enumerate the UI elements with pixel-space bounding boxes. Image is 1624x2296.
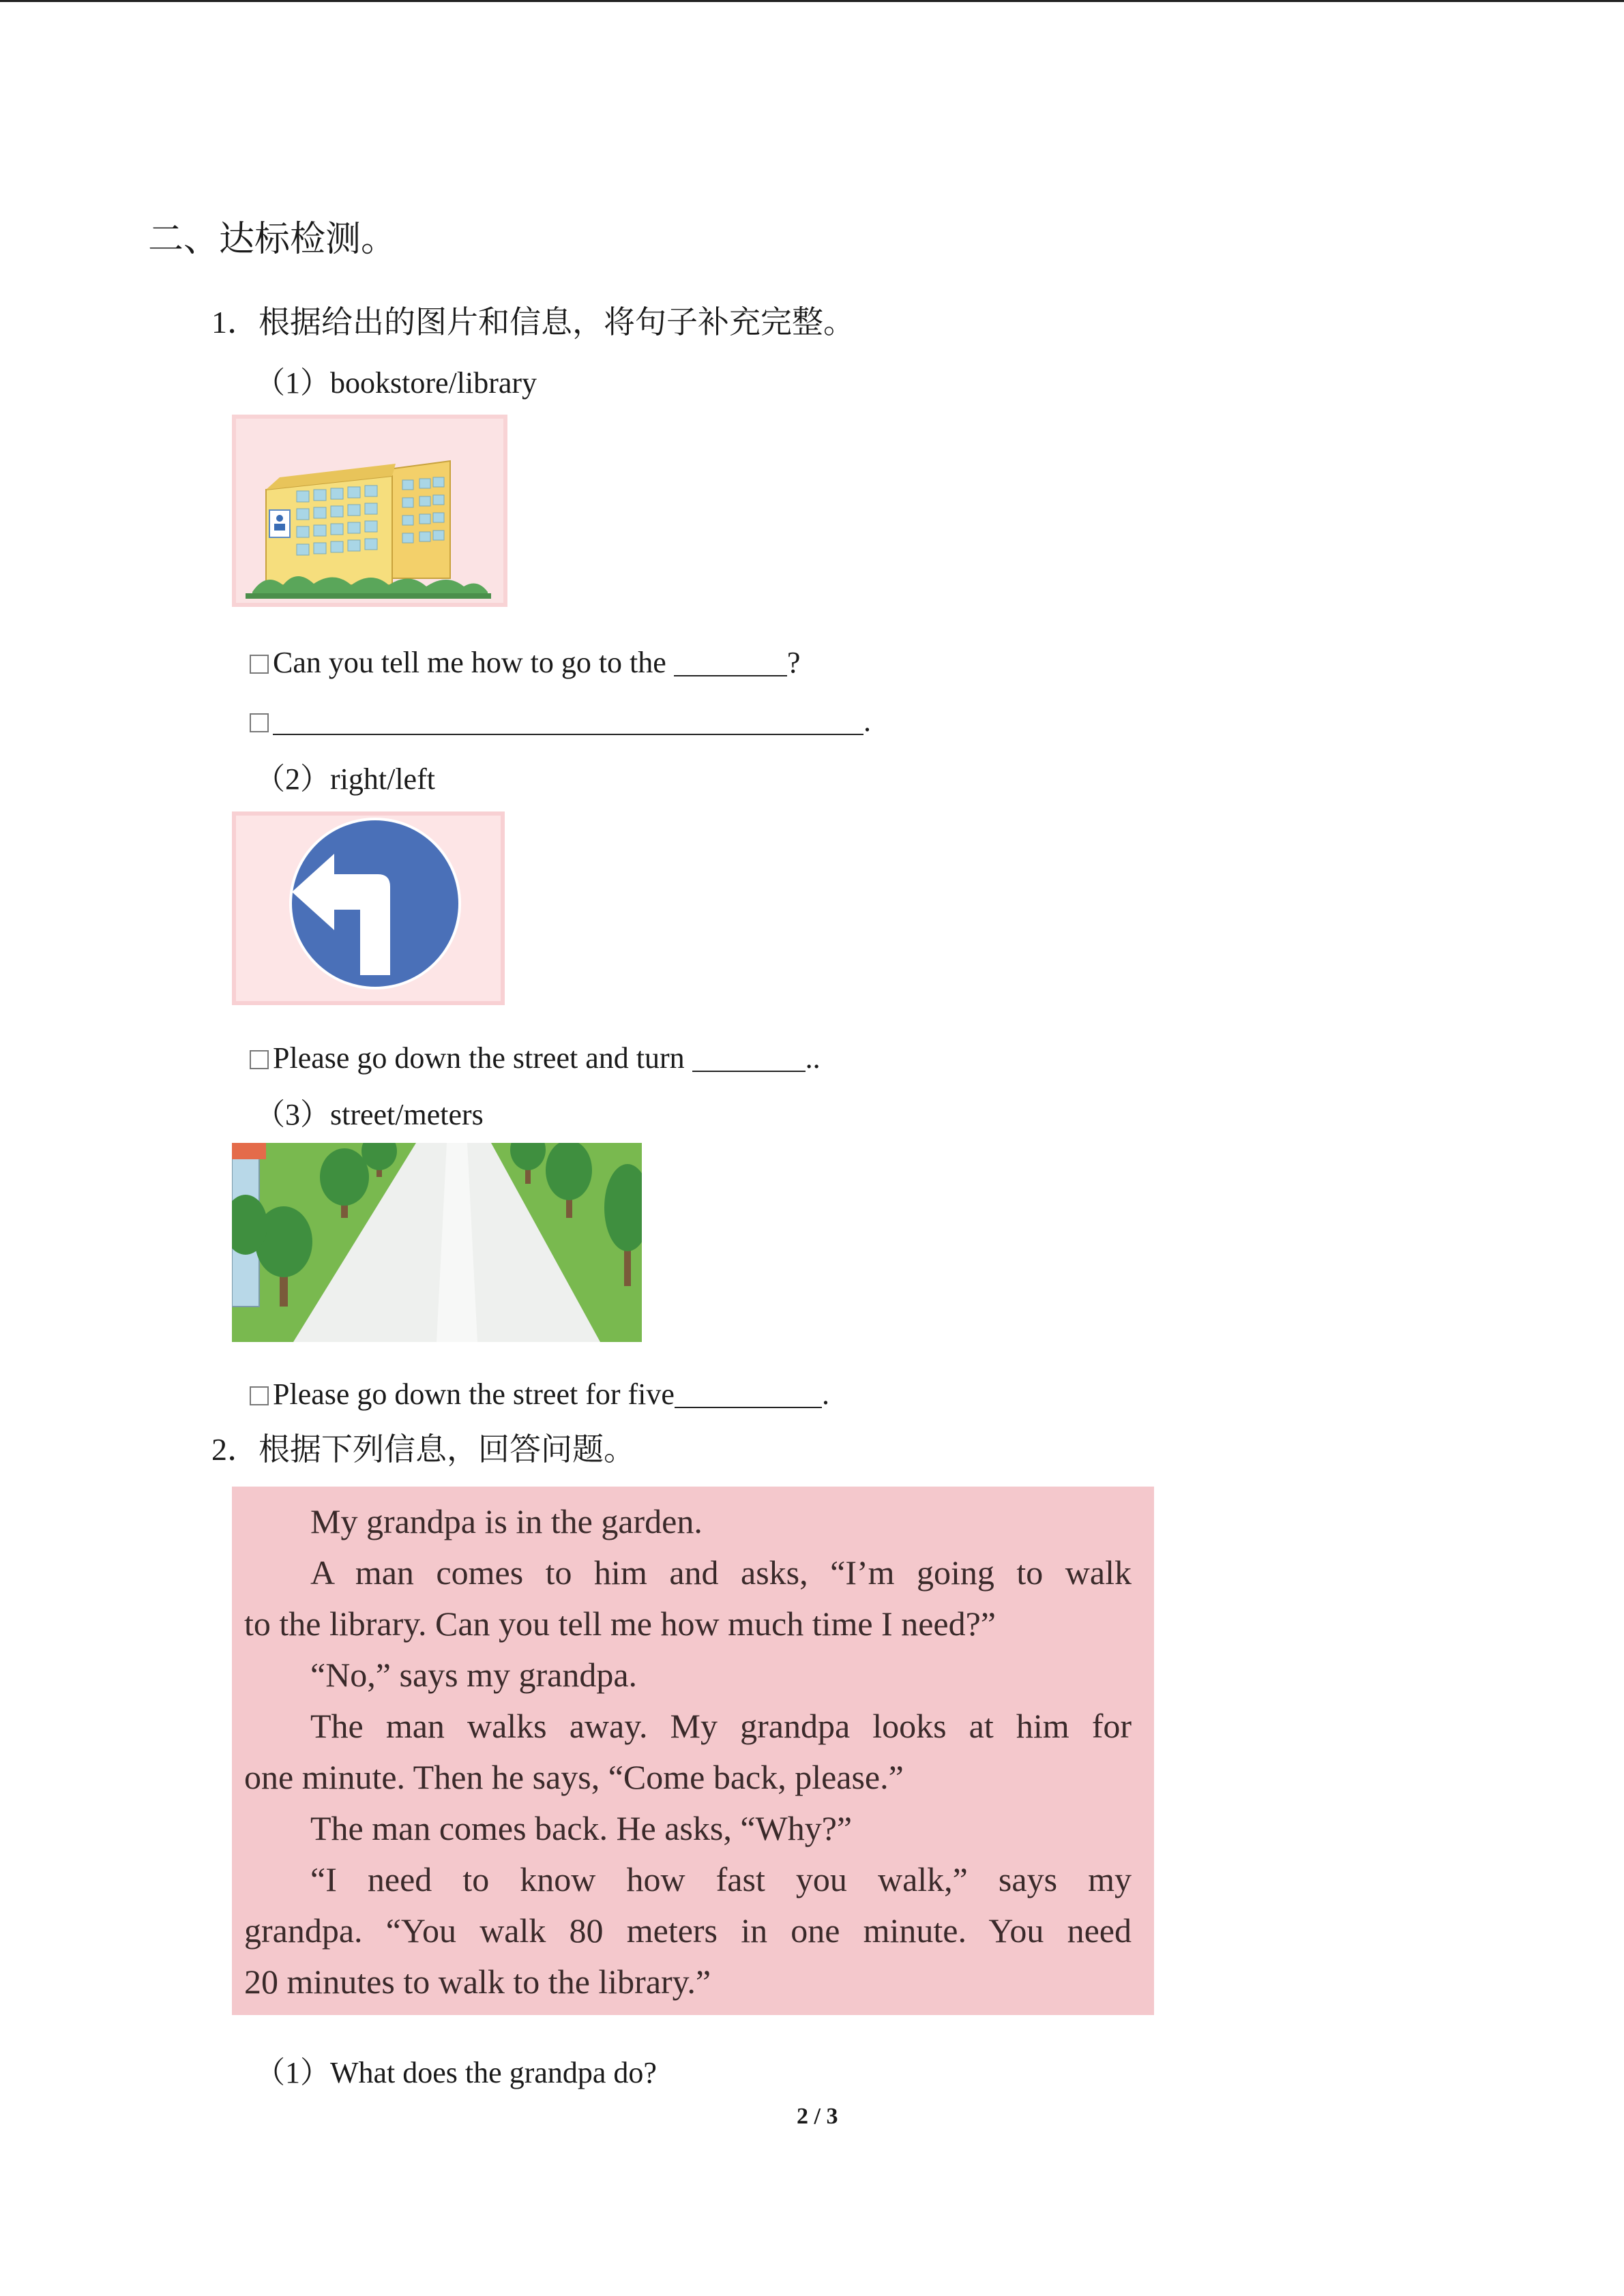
q1-item1-line1: Can you tell me how to go to the ? bbox=[250, 648, 800, 678]
q2-instruction: 2．根据下列信息，回答问题。 bbox=[211, 1432, 635, 1467]
page-number: 2 / 3 bbox=[797, 2104, 838, 2129]
passage-line: A man comes to him and asks, “I’m going to walk bbox=[310, 1553, 1132, 1592]
answer-blank[interactable] bbox=[692, 1043, 806, 1072]
answer-blank[interactable] bbox=[674, 648, 787, 676]
checkbox-square bbox=[250, 1050, 269, 1069]
top-rule bbox=[0, 0, 1624, 2]
checkbox-square bbox=[250, 713, 269, 732]
q1-instruction: 1．根据给出的图片和信息，将句子补充完整。 bbox=[211, 305, 855, 340]
q1-item3-line1: Please go down the street for five . bbox=[250, 1380, 829, 1410]
reading-passage bbox=[232, 1487, 1154, 2015]
passage-line: The man comes back. He asks, “Why?” bbox=[310, 1809, 853, 1847]
q1-item2-label: （2）right/left bbox=[255, 762, 435, 796]
checkbox-square bbox=[250, 655, 269, 674]
checkbox-square bbox=[250, 1386, 269, 1405]
q1-item1-label: （1）bookstore/library bbox=[255, 366, 537, 400]
q1-item3-label: （3）street/meters bbox=[255, 1098, 484, 1131]
passage-line: grandpa. “You walk 80 meters in one minute. You need bbox=[244, 1911, 1132, 1950]
passage-line: “No,” says my grandpa. bbox=[310, 1656, 638, 1694]
section-title: 二、达标检测。 bbox=[148, 220, 397, 259]
q1-item1-line2: . bbox=[250, 706, 871, 736]
passage-line: to the library. Can you tell me how much time I need?” bbox=[244, 1605, 996, 1643]
street-image bbox=[232, 1143, 642, 1342]
passage-line: one minute. Then he says, “Come back, please.” bbox=[244, 1758, 904, 1796]
answer-blank[interactable] bbox=[675, 1380, 822, 1408]
passage-line: The man walks away. My grandpa looks at him for bbox=[310, 1707, 1132, 1745]
passage-line: “I need to know how fast you walk,” says my bbox=[310, 1860, 1132, 1898]
q2-question1: （1）What does the grandpa do? bbox=[255, 2056, 657, 2089]
passage-line: My grandpa is in the garden. bbox=[310, 1502, 703, 1540]
answer-blank[interactable] bbox=[273, 706, 863, 735]
passage-line: 20 minutes to walk to the library.” bbox=[244, 1963, 711, 2001]
turn-left-sign-image bbox=[232, 811, 505, 1005]
library-building-image bbox=[232, 415, 507, 607]
q1-item2-line1: Please go down the street and turn .. bbox=[250, 1043, 821, 1073]
